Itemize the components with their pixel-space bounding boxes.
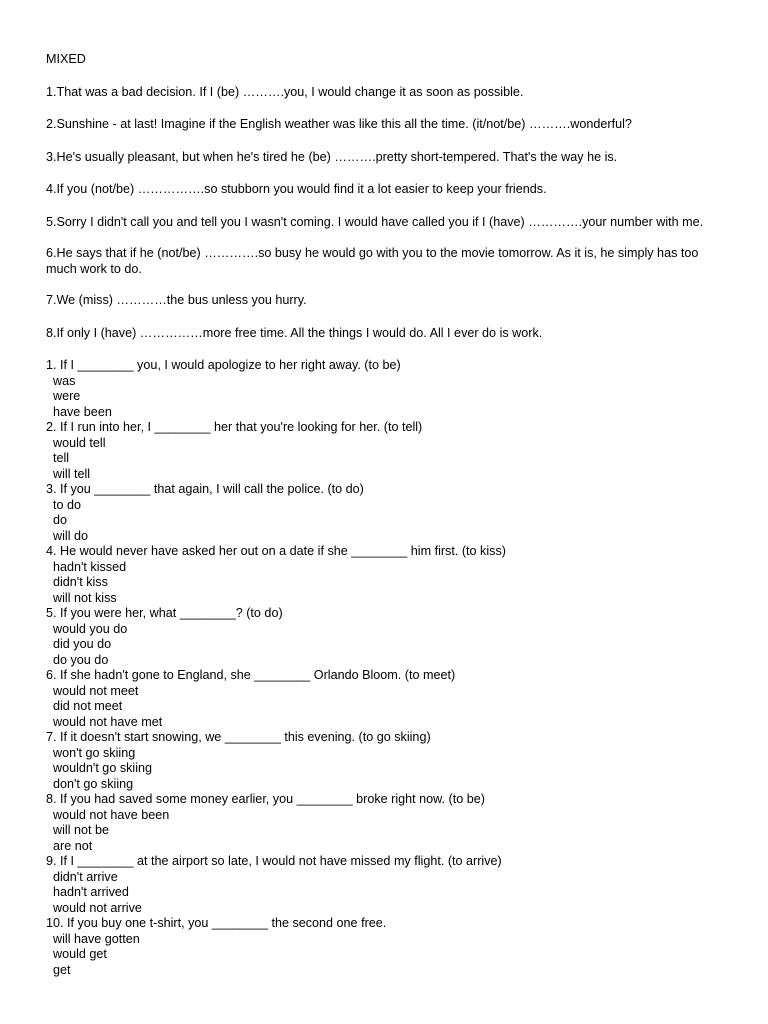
exercise-paragraph: 1.That was a bad decision. If I (be) ……….you, I would change it as soon as possible.: [46, 84, 524, 99]
answer-option: hadn't kissed: [53, 559, 127, 574]
answer-option: hadn't arrived: [53, 885, 129, 899]
question-text: 5. If you were her, what ________? (to do): [46, 606, 283, 620]
question-item: [46, 668, 706, 730]
exercise-paragraph: 7.We (miss) …………the bus unless you hurry.: [46, 293, 307, 307]
answer-option: would you do: [53, 621, 128, 636]
answer-option: will not kiss: [53, 590, 117, 605]
question-item: [46, 854, 706, 916]
question-text: 6. If she hadn't gone to England, she ________ Orlando Bloom. (to meet): [46, 668, 456, 682]
question-text: 2. If I run into her, I ________ her that you're looking for her. (to tell): [46, 420, 423, 434]
answer-option: wouldn't go skiing: [53, 761, 153, 775]
answer-option: do you do: [53, 652, 109, 667]
question-text: 3. If you ________ that again, I will call the police. (to do): [46, 482, 364, 496]
question-item: [46, 482, 706, 544]
answer-option: did you do: [53, 637, 112, 651]
answer-option: would get: [53, 947, 107, 961]
answer-option: were: [53, 389, 81, 403]
answer-option: do: [53, 513, 68, 527]
answer-option: don't go skiing: [53, 776, 134, 791]
answer-option: tell: [53, 451, 70, 465]
answer-option: have been: [53, 404, 112, 419]
question-text: 7. If it doesn't start snowing, we ________ this evening. (to go skiing): [46, 730, 431, 744]
answer-option: are not: [53, 838, 93, 853]
exercise-paragraph: 4.If you (not/be) …………….so stubborn you would find it a lot easier to keep your friends.: [46, 182, 547, 196]
question-item: [46, 358, 706, 420]
answer-option: to do: [53, 497, 82, 512]
answer-option: will have gotten: [53, 931, 140, 946]
question-text: 9. If I ________ at the airport so late, I would not have missed my flight. (to arrive): [46, 854, 502, 868]
answer-option: didn't kiss: [53, 575, 108, 589]
question-item: [46, 606, 706, 668]
answer-option: would not arrive: [53, 900, 142, 915]
answer-option: was: [53, 373, 76, 388]
exercise-paragraph: 5.Sorry I didn't call you and tell you I wasn't coming. I would have called you if I (have) ………….your number with me.: [46, 214, 704, 229]
answer-option: would tell: [53, 435, 106, 450]
answer-option: will do: [53, 528, 88, 543]
gap-fill-section: [46, 85, 706, 342]
question-item: [46, 730, 706, 792]
worksheet-page: [46, 52, 706, 978]
answer-option: would not have met: [53, 714, 163, 729]
question-item: [46, 792, 706, 854]
answer-option: will not be: [53, 823, 110, 837]
answer-option: would not meet: [53, 683, 139, 698]
multiple-choice-section: [46, 358, 706, 978]
exercise-paragraph: 6.He says that if he (not/be) ………….so busy he would go with you to the movie tomorrow. As it is, he simply has too much work to do.: [46, 246, 699, 276]
question-text: 8. If you had saved some money earlier, you ________ broke right now. (to be): [46, 792, 485, 806]
question-item: [46, 544, 706, 606]
question-text: 4. He would never have asked her out on a date if she ________ him first. (to kiss): [46, 544, 506, 558]
answer-option: didn't arrive: [53, 869, 118, 884]
question-text: 10. If you buy one t-shirt, you ________ the second one free.: [46, 916, 387, 930]
exercise-paragraph: 8.If only I (have) ……………more free time. All the things I would do. All I ever do is work.: [46, 325, 543, 340]
worksheet-heading: MIXED: [46, 52, 86, 66]
answer-option: did not meet: [53, 699, 123, 713]
answer-option: won't go skiing: [53, 745, 136, 760]
exercise-paragraph: 3.He's usually pleasant, but when he's tired he (be) ……….pretty short-tempered. That's the way he is.: [46, 149, 618, 164]
question-item: [46, 916, 706, 978]
question-text: 1. If I ________ you, I would apologize to her right away. (to be): [46, 358, 401, 372]
answer-option: would not have been: [53, 807, 170, 822]
question-item: [46, 420, 706, 482]
answer-option: get: [53, 962, 71, 977]
answer-option: will tell: [53, 466, 91, 481]
exercise-paragraph: 2.Sunshine - at last! Imagine if the English weather was like this all the time. (it/not/be) ……….wonderful?: [46, 117, 632, 131]
